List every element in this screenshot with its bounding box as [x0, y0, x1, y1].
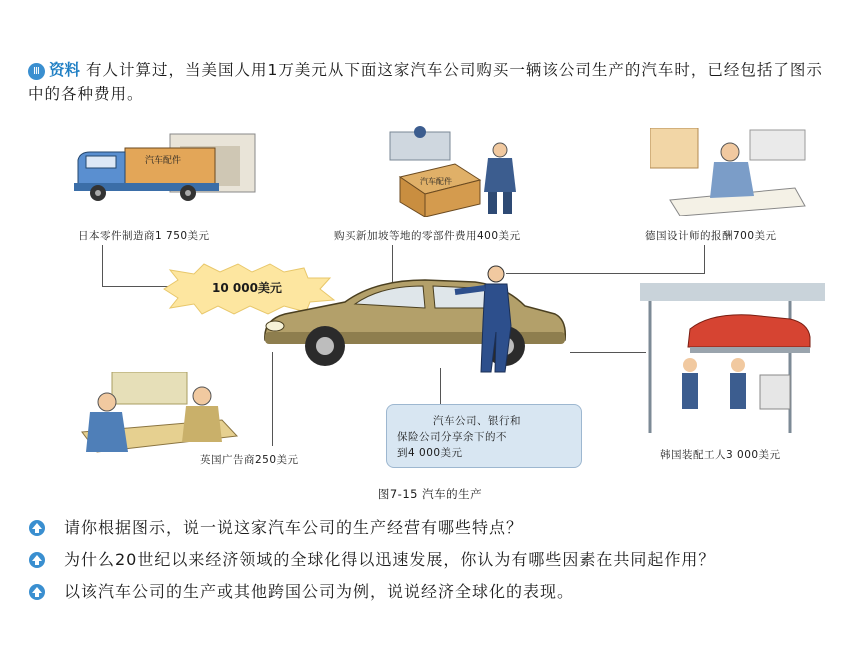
- figure-caption: 图7-15 汽车的生产: [377, 487, 483, 501]
- arrow-up-icon: [28, 583, 46, 601]
- question-text: 为什么20世纪以来经济领域的全球化得以迅速发展，你认为有哪些因素在共同起作用？: [64, 550, 716, 569]
- caption-singapore: 购买新加坡等地的零部件费用400美元: [334, 230, 521, 242]
- intro-keyword: 资料: [49, 61, 81, 79]
- line-germany-v: [704, 245, 705, 273]
- question-text: 以该汽车公司的生产或其他跨国公司为例，说说经济全球化的表现。: [64, 582, 575, 601]
- intro-text: 有人计算过，当美国人用1万美元从下面这家汽车公司购买一辆该公司生产的汽车时，已经包括了图示中的各种费用。: [28, 61, 823, 103]
- arrow-up-icon: [28, 551, 46, 569]
- question-item: [28, 578, 848, 606]
- worker-illustration: [380, 122, 530, 217]
- caption-uk: 英国广告商250美元: [200, 454, 299, 466]
- car-illustration: [255, 262, 575, 374]
- info-line-2: 保险公司分享余下的不: [397, 431, 507, 443]
- intro-paragraph: [28, 58, 838, 106]
- question-item: [28, 546, 848, 574]
- box-sign: 汽车配件: [420, 177, 452, 186]
- line-uk: [272, 352, 273, 446]
- truck-sign: 汽车配件: [145, 156, 182, 166]
- line-infobox: [440, 368, 441, 404]
- caption-japan: 日本零件制造商1 750美元: [78, 230, 210, 242]
- arrow-up-icon: [28, 519, 46, 537]
- assembly-illustration: [640, 283, 825, 433]
- designer-illustration: [650, 128, 810, 216]
- question-text: 请你根据图示，说一说这家汽车公司的生产经营有哪些特点？: [64, 518, 524, 537]
- line-korea: [570, 352, 646, 353]
- remainder-info-box: [386, 404, 582, 468]
- caption-korea: 韩国装配工人3 000美元: [660, 449, 781, 461]
- line-japan-v: [102, 245, 103, 287]
- info-line-3: 到4 000美元: [397, 447, 463, 459]
- advertiser-illustration: [72, 372, 242, 462]
- total-label: 10 000美元: [212, 281, 282, 295]
- question-item: [28, 514, 848, 542]
- truck-illustration: [70, 128, 260, 208]
- question-list: [28, 514, 848, 610]
- caption-germany: 德国设计师的报酬700美元: [645, 230, 777, 242]
- info-line-1: 汽车公司、银行和: [433, 415, 521, 427]
- section-badge-icon: Ⅲ: [28, 63, 45, 80]
